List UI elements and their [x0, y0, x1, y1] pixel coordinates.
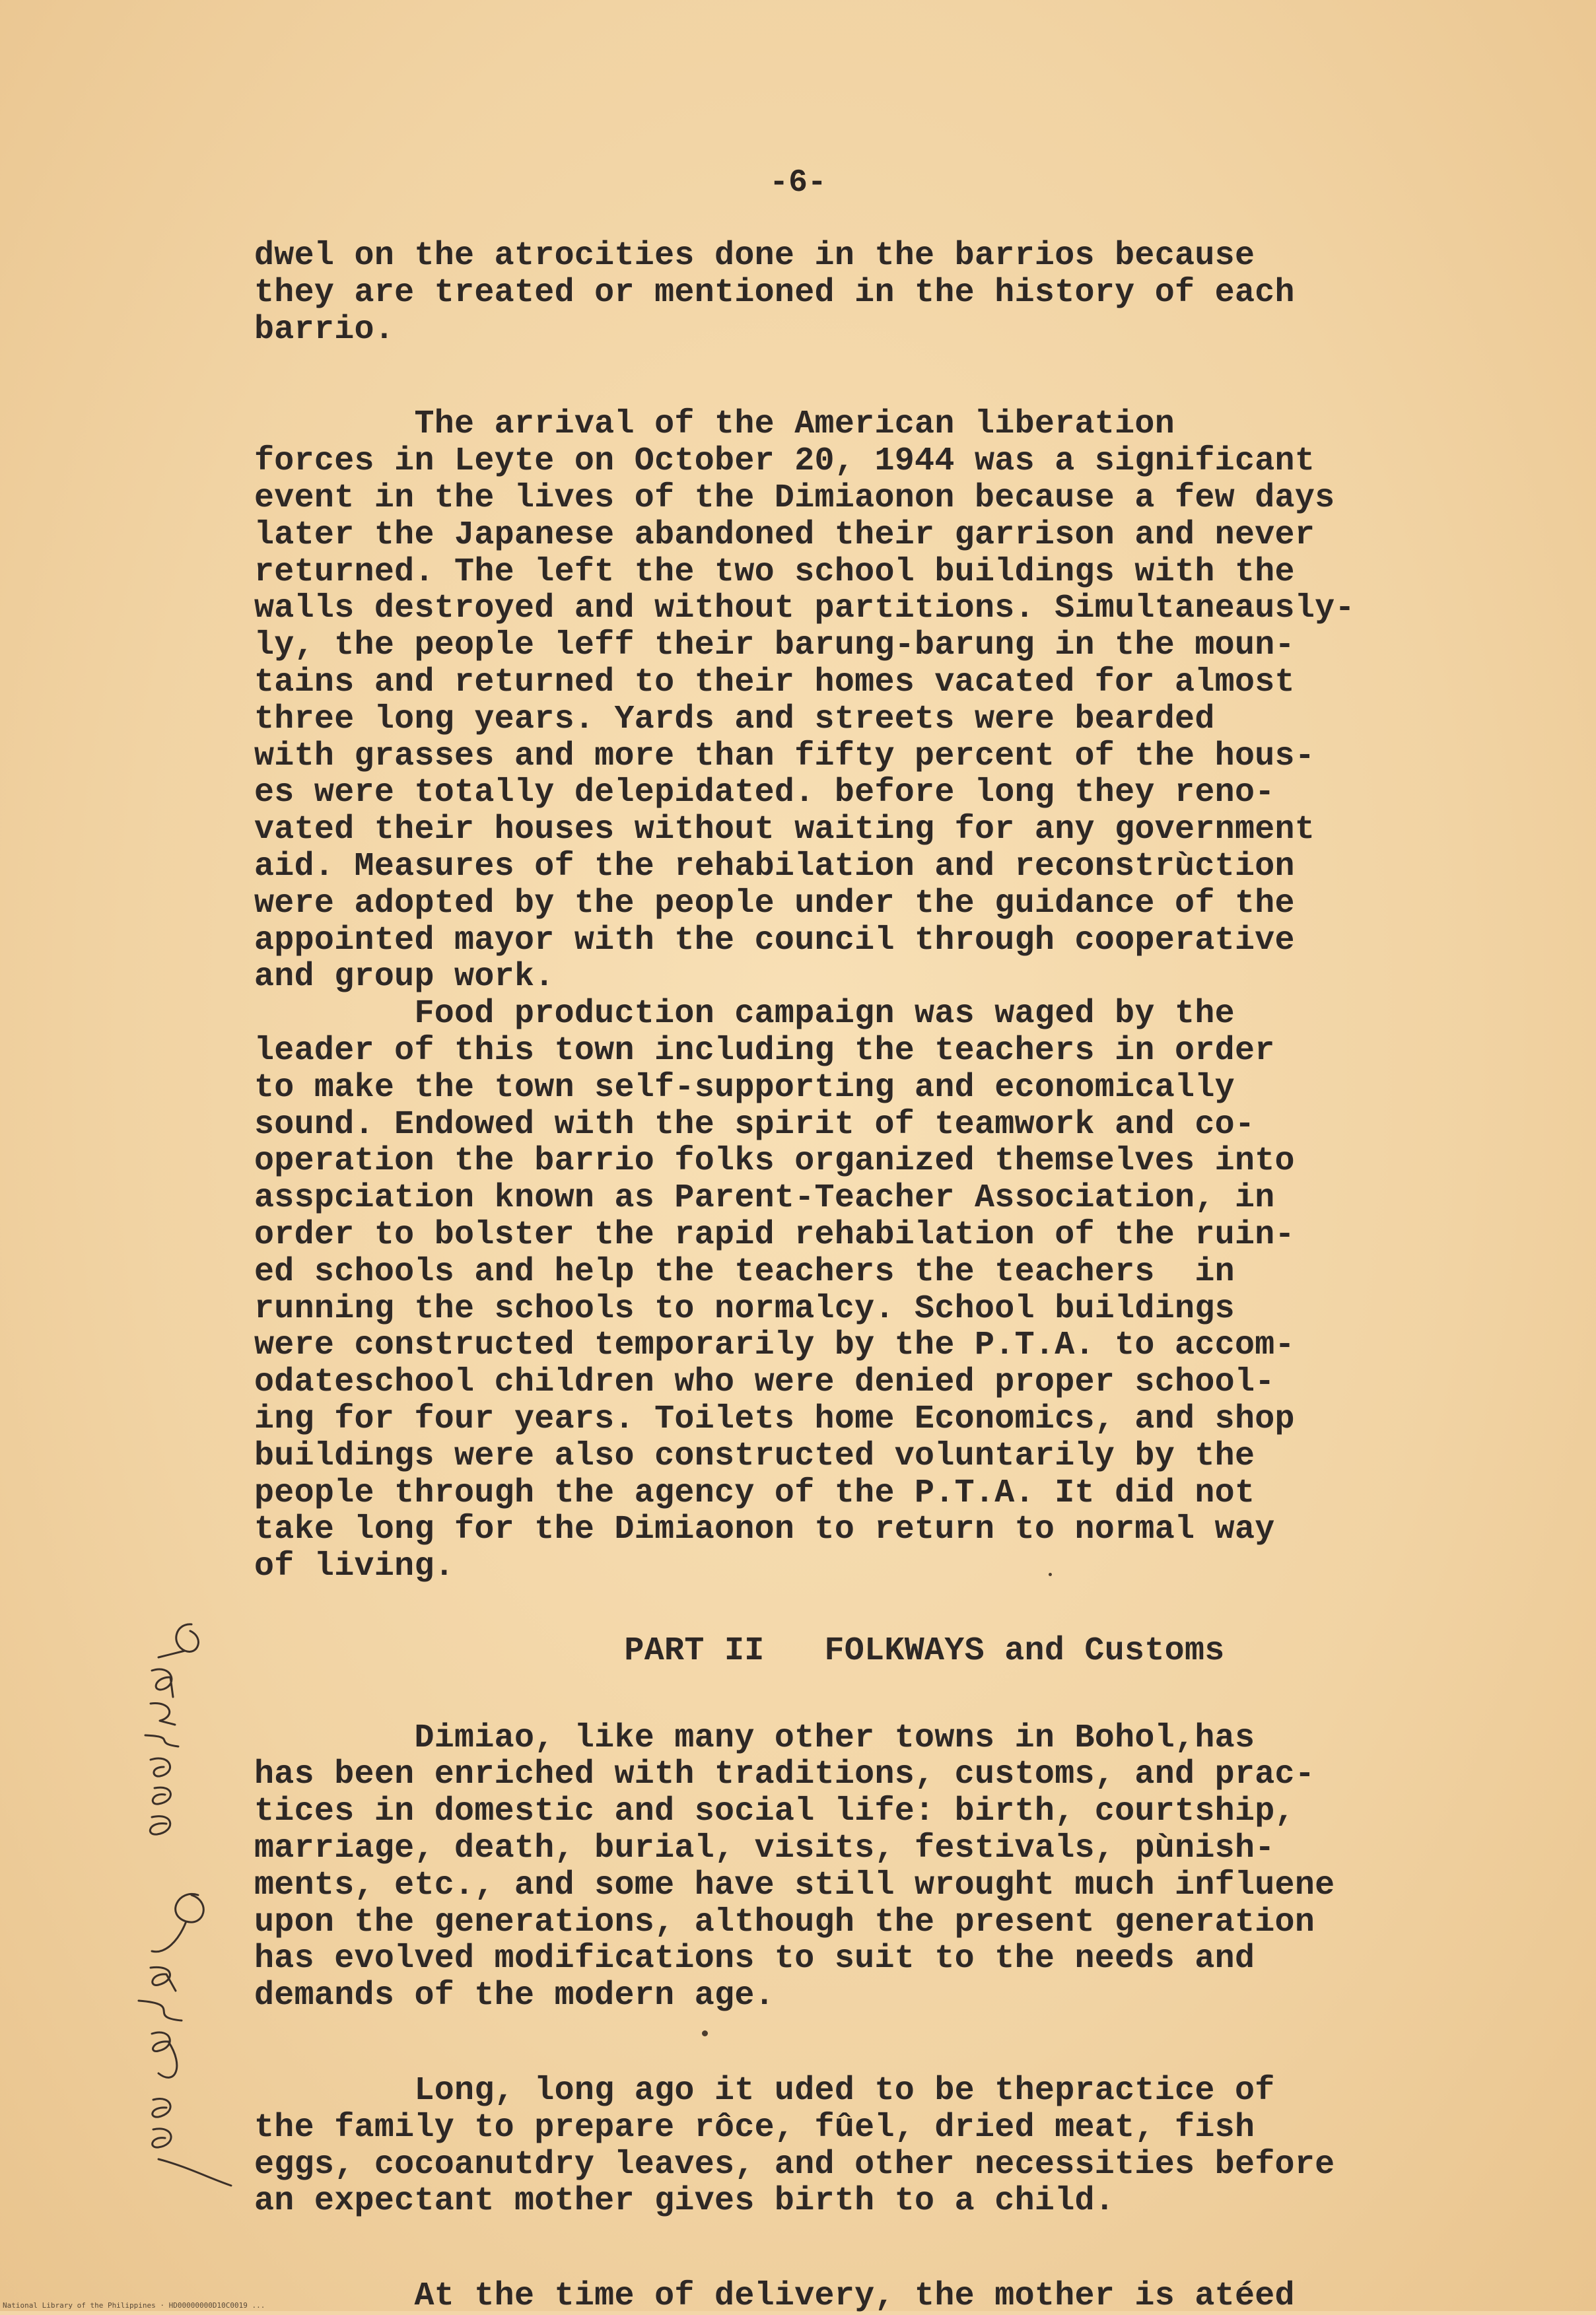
text-line: vated their houses without waiting for any government — [254, 811, 1315, 849]
page-number: -6- — [769, 165, 827, 201]
text-line: ments, etc., and some have still wrought much influene — [254, 1866, 1335, 1904]
text-line: forces in Leyte on October 20, 1944 was a significant — [254, 442, 1315, 481]
text-line: operation the barrio folks organized themselves into — [254, 1142, 1295, 1181]
text-line: with grasses and more than fifty percent of the hous- — [254, 737, 1315, 775]
text-line: Dimiao, like many other towns in Bohol,has — [254, 1719, 1255, 1757]
paragraph-4 — [254, 1720, 1476, 2015]
text-line: tains and returned to their homes vacated for almost — [254, 663, 1295, 701]
text-line: Food production campaign was waged by the — [254, 995, 1235, 1033]
paper-speck — [1049, 1573, 1052, 1576]
text-line: an expectant mother gives birth to a child. — [254, 2182, 1115, 2221]
text-line: to make the town self-supporting and economically — [254, 1068, 1235, 1107]
text-line: eggs, cocoanutdry leaves, and other necessities before — [254, 2145, 1335, 2184]
text-line: ed schools and help the teachers the teachers in — [254, 1253, 1235, 1291]
section-heading: PART II FOLKWAYS and Customs — [624, 1632, 1225, 1670]
paragraph-3 — [254, 996, 1476, 1585]
text-line: sound. Endowed with the spirit of teamwork and co- — [254, 1105, 1255, 1144]
text-line: marriage, death, burial, visits, festivals, pùnish- — [254, 1830, 1275, 1868]
text-line: barrio. — [254, 310, 395, 349]
text-line: has been enriched with traditions, customs, and prac- — [254, 1756, 1315, 1794]
text-line: At the time of delivery, the mother is atéed — [254, 2277, 1295, 2315]
text-line: ing for four years. Toilets home Economics, and shop — [254, 1400, 1295, 1438]
text-line: were adopted by the people under the guidance of the — [254, 884, 1295, 922]
text-line: Long, long ago it uded to be thepractice of — [254, 2072, 1275, 2110]
text-line: later the Japanese abandoned their garrison and never — [254, 516, 1315, 554]
text-line: asspciation known as Parent-Teacher Association, in — [254, 1179, 1275, 1218]
text-line: running the schools to normalcy. School buildings — [254, 1290, 1235, 1328]
text-line: The arrival of the American liberation — [254, 405, 1175, 444]
text-line: has evolved modifications to suit to the needs and — [254, 1940, 1255, 1978]
footer-stamp: National Library of the Philippines · HD00000000D10C0019 ... — [3, 2301, 265, 2310]
text-line: demands of the modern age. — [254, 1977, 775, 2015]
text-line: event in the lives of the Dimiaonon because a few days — [254, 479, 1335, 517]
paragraph-2 — [254, 406, 1476, 996]
text-line: and group work. — [254, 958, 555, 996]
paragraph-6 — [254, 2278, 1476, 2315]
text-line: they are treated or mentioned in the history of each — [254, 273, 1295, 312]
text-line: three long years. Yards and streets were bearded — [254, 700, 1215, 738]
paper-speck — [702, 2030, 708, 2036]
text-line: appointed mayor with the council through cooperative — [254, 921, 1295, 959]
paragraph-5 — [254, 2073, 1476, 2220]
text-line: leader of this town including the teachers in order — [254, 1031, 1275, 1070]
text-line: of living. — [254, 1548, 455, 1586]
text-line: tices in domestic and social life: birth, courtship, — [254, 1793, 1295, 1831]
text-line: walls destroyed and without partitions. Simultaneausly- — [254, 590, 1355, 628]
text-line: upon the generations, although the present generation — [254, 1903, 1315, 1941]
text-line: es were totally delepidated. before long they reno- — [254, 774, 1275, 812]
text-line: odateschool children who were denied proper school- — [254, 1364, 1275, 1402]
body-text — [254, 238, 1476, 2315]
text-line: ly, the people leff their barung-barung in the moun- — [254, 627, 1295, 665]
text-line: order to bolster the rapid rehabilation of the ruin- — [254, 1216, 1295, 1254]
text-line: were constructed temporarily by the P.T.A. to accom- — [254, 1327, 1295, 1365]
paragraph-1 — [254, 238, 1476, 348]
text-line: returned. The left the two school buildings with the — [254, 553, 1295, 591]
text-line: dwel on the atrocities done in the barrios because — [254, 237, 1255, 275]
handwritten-signature — [112, 1611, 244, 2192]
text-line: people through the agency of the P.T.A. It did not — [254, 1474, 1255, 1512]
text-line: aid. Measures of the rehabilation and reconstrùction — [254, 847, 1295, 885]
text-line: take long for the Dimiaonon to return to normal way — [254, 1511, 1275, 1549]
text-line: buildings were also constructed voluntarily by the — [254, 1437, 1255, 1475]
text-line: the family to prepare rôce, fûel, dried meat, fish — [254, 2108, 1255, 2147]
